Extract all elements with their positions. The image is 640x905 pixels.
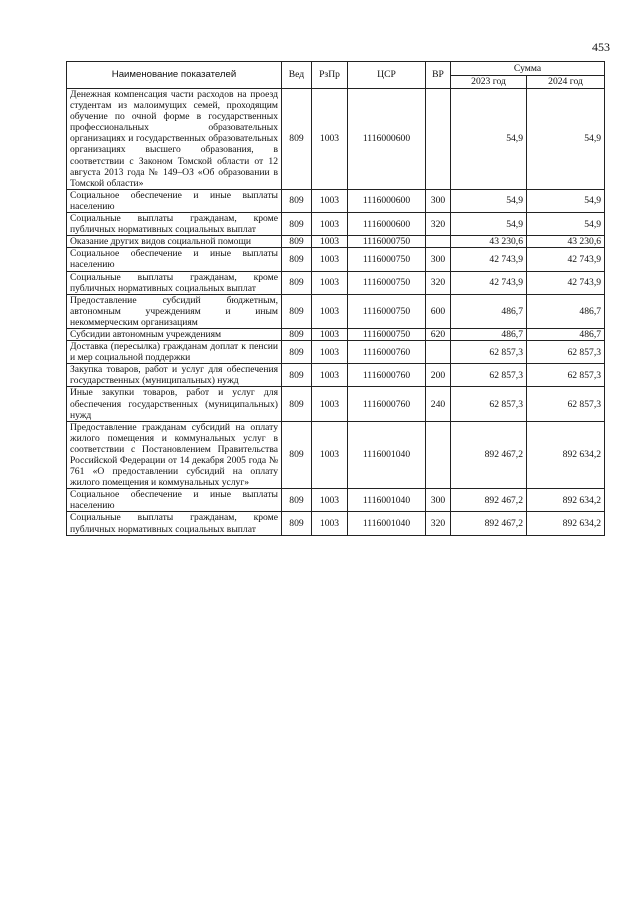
row-csr: 1116000760 xyxy=(348,364,426,387)
row-csr: 1116000750 xyxy=(348,248,426,271)
row-sum-2023: 892 467,2 xyxy=(451,489,527,512)
row-sum-2024: 54,9 xyxy=(527,213,605,236)
row-vr: 300 xyxy=(426,189,451,212)
row-rzpr: 1003 xyxy=(312,236,348,248)
header-vr: ВР xyxy=(426,62,451,89)
row-sum-2023: 54,9 xyxy=(451,89,527,190)
row-name: Закупка товаров, работ и услуг для обеспечения государственных (муниципальных) нужд xyxy=(67,364,282,387)
row-name: Социальные выплаты гражданам, кроме публичных нормативных социальных выплат xyxy=(67,213,282,236)
row-rzpr: 1003 xyxy=(312,489,348,512)
row-csr: 1116000750 xyxy=(348,271,426,294)
row-sum-2023: 62 857,3 xyxy=(451,341,527,364)
row-vr: 320 xyxy=(426,213,451,236)
row-ved: 809 xyxy=(282,189,312,212)
row-ved: 809 xyxy=(282,236,312,248)
row-vr: 300 xyxy=(426,248,451,271)
row-csr: 1116000760 xyxy=(348,387,426,421)
row-csr: 1116001040 xyxy=(348,489,426,512)
header-rzpr: РзПр xyxy=(312,62,348,89)
row-csr: 1116000750 xyxy=(348,328,426,340)
row-ved: 809 xyxy=(282,489,312,512)
row-vr: 320 xyxy=(426,512,451,535)
row-sum-2024: 892 634,2 xyxy=(527,512,605,535)
row-vr xyxy=(426,236,451,248)
row-rzpr: 1003 xyxy=(312,421,348,489)
row-sum-2023: 892 467,2 xyxy=(451,421,527,489)
table-row xyxy=(67,387,605,421)
row-sum-2024: 43 230,6 xyxy=(527,236,605,248)
budget-table xyxy=(66,61,605,536)
row-rzpr: 1003 xyxy=(312,364,348,387)
row-vr xyxy=(426,341,451,364)
table-row xyxy=(67,236,605,248)
row-rzpr: 1003 xyxy=(312,271,348,294)
header-year-2023: 2023 год xyxy=(451,75,527,89)
row-csr: 1116000600 xyxy=(348,89,426,190)
row-ved: 809 xyxy=(282,341,312,364)
table-row xyxy=(67,213,605,236)
row-ved: 809 xyxy=(282,387,312,421)
row-ved: 809 xyxy=(282,328,312,340)
row-sum-2024: 486,7 xyxy=(527,294,605,328)
table-row xyxy=(67,489,605,512)
row-vr xyxy=(426,421,451,489)
row-ved: 809 xyxy=(282,271,312,294)
row-csr: 1116000760 xyxy=(348,341,426,364)
table-row xyxy=(67,421,605,489)
row-rzpr: 1003 xyxy=(312,213,348,236)
table-row xyxy=(67,89,605,190)
row-sum-2024: 54,9 xyxy=(527,189,605,212)
header-year-2024: 2024 год xyxy=(527,75,605,89)
table-row xyxy=(67,189,605,212)
row-ved: 809 xyxy=(282,364,312,387)
row-ved: 809 xyxy=(282,512,312,535)
row-sum-2024: 892 634,2 xyxy=(527,489,605,512)
row-sum-2023: 54,9 xyxy=(451,189,527,212)
row-ved: 809 xyxy=(282,89,312,190)
row-sum-2024: 892 634,2 xyxy=(527,421,605,489)
row-sum-2023: 42 743,9 xyxy=(451,248,527,271)
row-rzpr: 1003 xyxy=(312,189,348,212)
row-sum-2023: 486,7 xyxy=(451,328,527,340)
row-ved: 809 xyxy=(282,421,312,489)
row-ved: 809 xyxy=(282,213,312,236)
row-sum-2023: 62 857,3 xyxy=(451,387,527,421)
row-name: Предоставление субсидий бюджетным, автономным учреждениям и иным некоммерческим организациям xyxy=(67,294,282,328)
row-name: Социальные выплаты гражданам, кроме публичных нормативных социальных выплат xyxy=(67,271,282,294)
header-ved: Вед xyxy=(282,62,312,89)
row-rzpr: 1003 xyxy=(312,387,348,421)
row-vr: 620 xyxy=(426,328,451,340)
row-csr: 1116000600 xyxy=(348,213,426,236)
row-vr: 320 xyxy=(426,271,451,294)
row-sum-2023: 892 467,2 xyxy=(451,512,527,535)
row-ved: 809 xyxy=(282,248,312,271)
row-vr xyxy=(426,89,451,190)
row-rzpr: 1003 xyxy=(312,512,348,535)
table-row xyxy=(67,248,605,271)
header-sum: Сумма xyxy=(451,62,605,76)
row-rzpr: 1003 xyxy=(312,328,348,340)
row-name: Доставка (пересылка) гражданам доплат к пенсии и мер социальной поддержки xyxy=(67,341,282,364)
row-name: Денежная компенсация части расходов на проезд студентам из малоимущих семей, проходящим обучение по очной форме в государственных профессиональных образовательных организациях и государственных образовательных организациях высшего образования, в соответствии с Законом Томской области от 12 августа 2013 года № 149–ОЗ «Об образовании в Томской области» xyxy=(67,89,282,190)
row-sum-2023: 62 857,3 xyxy=(451,364,527,387)
row-sum-2023: 42 743,9 xyxy=(451,271,527,294)
row-rzpr: 1003 xyxy=(312,248,348,271)
row-sum-2024: 62 857,3 xyxy=(527,341,605,364)
header-csr: ЦСР xyxy=(348,62,426,89)
row-rzpr: 1003 xyxy=(312,294,348,328)
row-sum-2024: 42 743,9 xyxy=(527,271,605,294)
row-vr: 200 xyxy=(426,364,451,387)
table-row xyxy=(67,328,605,340)
row-sum-2023: 54,9 xyxy=(451,213,527,236)
row-name: Предоставление гражданам субсидий на оплату жилого помещения и коммунальных услуг в соответствии с Постановлением Правительства Российской Федерации от 14 декабря 2005 года № 761 «О предоставлении субсидий на оплату жилого помещения и коммунальных услуг» xyxy=(67,421,282,489)
row-csr: 1116000600 xyxy=(348,189,426,212)
table-row xyxy=(67,512,605,535)
row-name: Социальные выплаты гражданам, кроме публичных нормативных социальных выплат xyxy=(67,512,282,535)
row-sum-2024: 62 857,3 xyxy=(527,387,605,421)
row-sum-2023: 486,7 xyxy=(451,294,527,328)
row-sum-2024: 54,9 xyxy=(527,89,605,190)
row-name: Социальное обеспечение и иные выплаты населению xyxy=(67,189,282,212)
table-row xyxy=(67,271,605,294)
row-csr: 1116001040 xyxy=(348,512,426,535)
table-row xyxy=(67,294,605,328)
header-name: Наименование показателей xyxy=(67,62,282,89)
row-name: Иные закупки товаров, работ и услуг для обеспечения государственных (муниципальных) нужд xyxy=(67,387,282,421)
row-name: Социальное обеспечение и иные выплаты населению xyxy=(67,248,282,271)
row-sum-2024: 486,7 xyxy=(527,328,605,340)
row-vr: 300 xyxy=(426,489,451,512)
row-csr: 1116000750 xyxy=(348,294,426,328)
row-vr: 600 xyxy=(426,294,451,328)
table-row xyxy=(67,364,605,387)
row-rzpr: 1003 xyxy=(312,89,348,190)
row-rzpr: 1003 xyxy=(312,341,348,364)
row-sum-2023: 43 230,6 xyxy=(451,236,527,248)
row-sum-2024: 42 743,9 xyxy=(527,248,605,271)
row-name: Субсидии автономным учреждениям xyxy=(67,328,282,340)
page-number: 453 xyxy=(592,40,610,54)
row-name: Социальное обеспечение и иные выплаты населению xyxy=(67,489,282,512)
row-sum-2024: 62 857,3 xyxy=(527,364,605,387)
table-row xyxy=(67,341,605,364)
row-csr: 1116001040 xyxy=(348,421,426,489)
row-vr: 240 xyxy=(426,387,451,421)
row-csr: 1116000750 xyxy=(348,236,426,248)
row-name: Оказание других видов социальной помощи xyxy=(67,236,282,248)
row-ved: 809 xyxy=(282,294,312,328)
